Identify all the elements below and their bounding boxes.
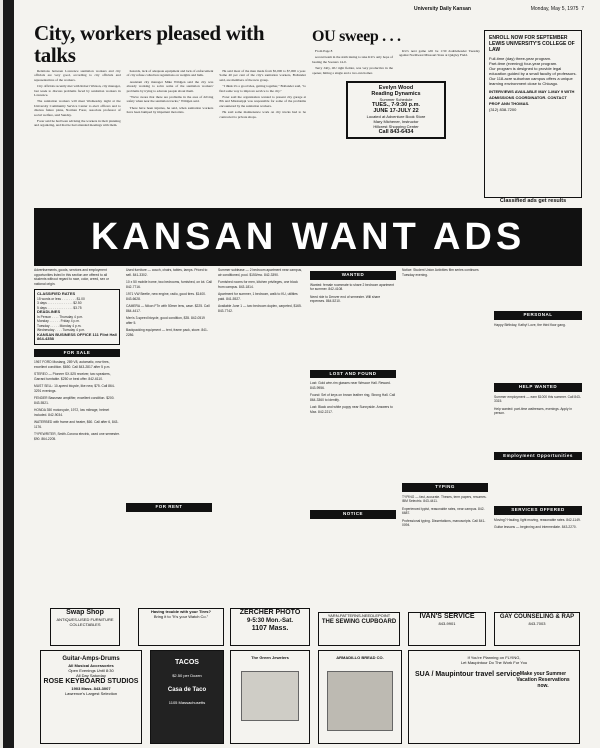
classified-ads-section: [34, 268, 582, 608]
tacos-ad: TACOS $2.50 per Dozen Casa de Taco 1105 Massachusetts: [150, 650, 224, 744]
ads-column-5: Notice: Student Union Activities film series continues Tuesday evening. TYPING TYPING — fast, accurate. Theses, term papers, resumes. IBM Selectric. 843-4411. Experienced typist, reasonable rates, near campus. 842-6687. Professional typing. Dissertations, manuscripts. Call 841-0094.: [402, 268, 487, 527]
ivans-service-ad: IVAN'S SERVICE 843-9901: [408, 612, 486, 646]
ou-sweep-story: [312, 28, 480, 204]
ads-column-4: WANTED Wanted: female roommate to share 2 bedroom apartment for summer. 842-4108. Need ride to Denver end of semester. Will share expenses. 864-5210. LOST AND FOUND Lost: Gold wire-rim glasses near Wescoe Hall. Reward. 843-9956. Found: Set of keys on brown leather ring, Strong Hall. Call 864-3360 to identify. Lost: Black and white puppy near Sunnyside. Answers to Max. 842-2217. NOTICE: [310, 268, 396, 608]
story-column: KU's next game will be 1:30 doubleheader Tuesday against Northwest Missouri State at Quigley Field.: [399, 49, 480, 58]
law-school-ad: [484, 30, 582, 198]
jewelers-ad: The Green Jewelers: [230, 650, 310, 744]
gay-counseling-ad: GAY COUNSELING & RAP 843-7003: [494, 612, 580, 646]
category-for-rent: FOR RENT: [126, 503, 212, 512]
story-column: From Page 8 second team in the sixth inning to take KU's only hope of beating the Sooners 14-0. Terry Jolly, OU right fielder, was very productive in the opener, hitting a single and a two-run homer.: [312, 49, 393, 75]
tire-ad: Having trouble with your Tires? Bring it to "It's your Watch Co.": [138, 608, 224, 646]
ad-bullet: Full-time (day) three-year program.: [489, 56, 552, 61]
story-headline: OU sweep . . .: [312, 28, 401, 45]
ads-column-3: Summer sublease — 2 bedroom apartment near campus, air conditioned, pool. $150/mo. 842-3390. Furnished rooms for men, kitchen privileges, one block from campus. 843-1814. Apartment for summer, 1 bedroom, walk to KU, utilities paid. 841-5527. Available June 1 — two bedroom duplex, carpeted, $165. 843-7742.: [218, 268, 303, 313]
sewing-cupboard-ad: YARN-PATTERNS-NEEDLEPOINT THE SEWING CUPBOARD: [318, 612, 400, 646]
category-notice: NOTICE: [310, 510, 396, 519]
city-workers-story: [34, 22, 306, 202]
ads-column-6: PERSONAL Happy Birthday, Kathy! Love, the third floor gang. HELP WANTED Summer employment — earn $1000 this summer. Call 843-3315. Help wanted: part-time waitresses, evenings. Apply in person. Employment Opportunities SERVICES OFFERED Moving? Hauling, light moving, reasonable rates. 842-1149. Guitar lessons — beginning and intermediate. 843-2270.: [494, 312, 581, 529]
ad-bullet: Our 118-acre suburban campus offers a unique learning environment close to Chicago.: [489, 76, 573, 86]
issue-date: Monday, May 5, 1975 7: [530, 6, 584, 12]
zercher-photo-ad: ZERCHER PHOTO 9-5:30 Mon.-Sat. 1107 Mass.: [230, 608, 310, 646]
story-headline: City, workers pleased with talks: [34, 21, 265, 67]
ad-title: ENROLL NOW FOR SEPTEMBER LEWIS UNIVERSITY'S COLLEGE OF LAW: [489, 35, 575, 53]
rose-keyboard-ad: Guitar-Amps-Drums All Musical Accessories Open Evenings Until 8:30 All Day Saturday ROSE KEYBOARD STUDIOS 1903 Mass. 843-3007 Lawrence's Largest Selection: [40, 650, 142, 744]
story-column-1: Relations between Lawrence sanitation workers and city officials are very good, according to city officials and representatives of the workers. City officials recently met with Robert Watson, city manager, last week to discuss problems faced by sanitation workers in Lawrence. The sanitation workers will meet Wednesday night at the University Community Service Center to elect officers and to discuss future plans, Norman Forer, associate professor of social welfare, said Sunday. Forer said he had been advising the workers in their planning and organizing, and that he had attended meetings with them.: [34, 69, 121, 128]
adjacent-page-edge: [0, 0, 14, 748]
ad-phone: (312) 838-7200: [489, 107, 517, 112]
story-column-2: hazards, lack of adequate equipment and lack of enforcement of city refuse collection regulations on weights and bulk. Assistant city manager Mike Wildgen said the city was already working to solve some of the sanitation workers' problems by trying to educate people about them. "We're aware that there are problems in the area of driving safety when near the sanitation trucks," Wildgen said. There have been injuries, he said, when sanitation workers have been bumped by impatient motorists.: [126, 69, 214, 115]
armadillo-illustration: [327, 671, 393, 731]
ads-column-1: Advertisements, goods, services and employment opportunities listed in this section are offered to all students without regard to race, color, creed, sex or national origin. CLASSIFIED RATES 15 words or less . . . . . . . . $1.00 3 days . . . . . . . . . . . . . . $2.50 5 days . . . . . . . . . . . . . . $3.75 DEADLINES In Person . . . . Thursday 4 p.m. Monday . . . . . . Friday 4 p.m. Tuesday . . . . . Monday 4 p.m. Wednesday . . . . Tuesday 4 p.m. KANSAN BUSINESS OFFICE 111 Flint Hall 864-4358 FOR SALE 1967 FORD Mustang, 289 V8, automatic, new tires, excellent condition. $650. Call 843-2817 after 5 p.m. STEREO — Pioneer SX-525 receiver, two speakers, Garrard turntable. $250 or best offer. 842-6110. MUST SELL: 10-speed bicycle, like new, $75. Call 864-3291 evenings. FENDER Bassman amplifier, excellent condition. $200. 843-5521. HONDA 350 motorcycle, 1972, low mileage, helmet included. 842-9034. WATERBED with frame and heater, $60. Call after 6, 843-1176. TYPEWRITER, Smith-Corona electric, used one semester. $90. 864-2205.: [34, 268, 120, 441]
category-wanted: WANTED: [310, 271, 396, 280]
ad-contact: INTERVIEWS AVAILABLE MAY 1-MAY 9 WITH ADMISSIONS COORDINATOR. CONTACT PROF ANN THOMAS.: [489, 89, 575, 106]
classified-tagline: Classified ads get results: [499, 198, 567, 204]
ads-intro: Advertisements, goods, services and employment opportunities listed in this section are offered to all students without regard to race, color, creed, sex or national origin.: [34, 268, 109, 286]
category-lost-found: LOST AND FOUND: [310, 370, 396, 379]
evelyn-wood-ad: Evelyn Wood Reading Dynamics Summer Schedule TUES., 7-9:30 p.m. JUNE 17-JULY 22 Located at Adventure Book Store Mary Michener, Instructor Hillcrest Shopping Center Call 843-6434: [346, 81, 446, 139]
ad-bullet: Part-time (evening) four-year program.: [489, 61, 558, 66]
category-personal: PERSONAL: [494, 311, 582, 320]
swap-shop-ad: Swap Shop ANTIQUES-USED FURNITURE COLLECTABLES: [50, 608, 120, 646]
publication-name: University Daily Kansan: [414, 6, 471, 12]
ad-bullet: Our program is designed to provide legal education guided by a small faculty of professors.: [489, 66, 577, 76]
category-help-wanted: HELP WANTED: [494, 383, 582, 392]
ads-column-2: Used furniture — couch, chairs, tables, lamps. Priced to sell. 841-3302. 10 x 50 mobile home, two bedrooms, furnished, on lot. Call 842-7716. 1971 VW Beetle, new engine, radio, good tires. $1400. 843-6628. CAMERA — Nikon FTn with 50mm lens, case. $225. Call 864-4417. Men's 3-speed bicycle, good condition, $35. 842-0519 after 5. Backpacking equipment — tent, frame pack, stove. 841-2286. FOR RENT: [126, 268, 212, 608]
category-services: SERVICES OFFERED: [494, 506, 582, 515]
classified-rates-box: CLASSIFIED RATES 15 words or less . . . . . . . . $1.00 3 days . . . . . . . . . . . . . . $2.50 5 days . . . . . . . . . . . . . . $3.75 DEADLINES In Person . . . . Thursday 4 p.m. Monday . . . . . . Friday 4 p.m. Tuesday . . . . . Monday 4 p.m. Wednesday . . . . Tuesday 4 p.m. KANSAN BUSINESS OFFICE 111 Flint Hall 864-4358: [34, 289, 120, 345]
story-column-3: He said most of the men made from $5,000 to $7,000 a year. Some 40 per cent of the city's sanitation workers, Bollander said, are members of the new group. "I think it's a good idea, getting together," Bollander said, "to find some way to improve service to the city." Forer said the organization wanted to present city garage at 8th and Mississippi was responsible for some of the problems encountered by the sanitation workers. He said some maintenance work on city trucks had to be contracted to private shops.: [219, 69, 307, 119]
page-header: [34, 6, 596, 16]
bread-co-ad: ARMADILLO BREAD CO.: [318, 650, 402, 744]
jewelry-illustration: [241, 671, 299, 721]
category-for-sale: FOR SALE: [34, 349, 120, 358]
category-employment: Employment Opportunities: [494, 452, 582, 461]
want-ads-banner: KANSAN WANT ADS: [34, 208, 582, 266]
maupintour-travel-ad: If You're Planning on FLYING, Let Maupintour Do The Work For You SUA / Maupintour travel service Make your Summer Vacation Reservations now.: [408, 650, 580, 744]
category-typing: TYPING: [402, 483, 488, 492]
